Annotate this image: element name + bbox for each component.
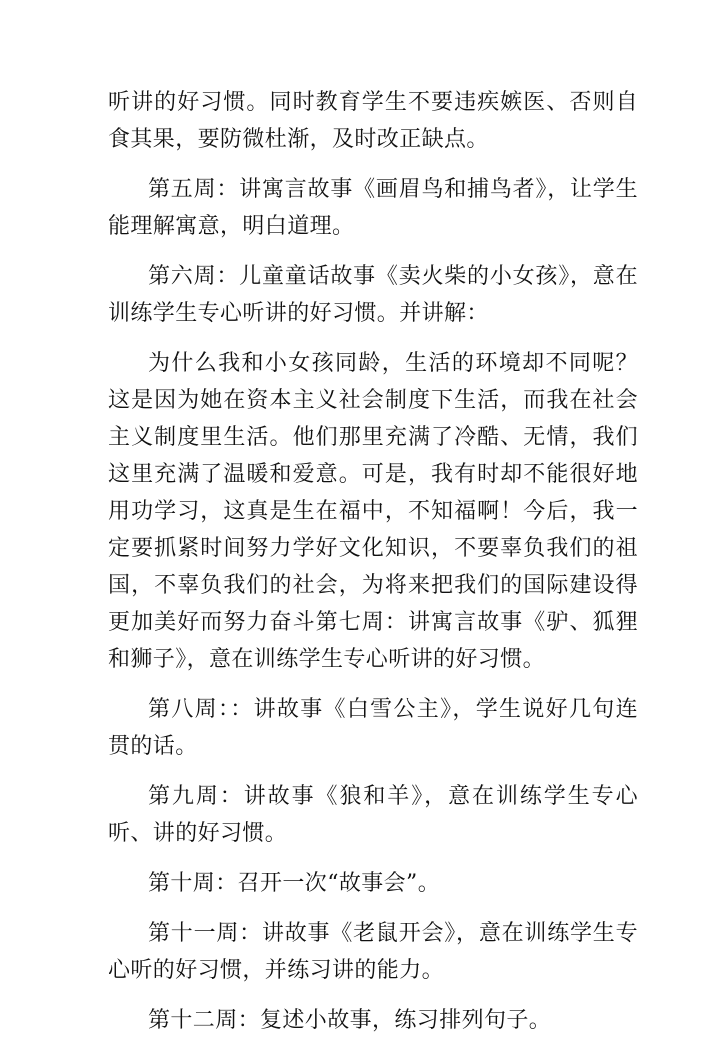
paragraph-week-8: 第八周：：讲故事《白雪公主》，学生说好几句连贯的话。 bbox=[108, 697, 638, 759]
paragraph-continuation: 听讲的好习惯。同时教育学生不要违疾嫉医、否则自食其果，要防微杜渐，及时改正缺点。 bbox=[108, 90, 638, 152]
paragraph-week-5: 第五周：讲寓言故事《画眉鸟和捕鸟者》，让学生能理解寓意，明白道理。 bbox=[108, 177, 638, 239]
paragraph-week-12: 第十二周：复述小故事，练习排列句子。 bbox=[148, 1008, 552, 1033]
paragraph-week-10: 第十周：召开一次“故事会”。 bbox=[148, 871, 441, 896]
document-body bbox=[108, 84, 638, 1052]
paragraph-week-11: 第十一周：讲故事《老鼠开会》，意在训练学生专心听的好习惯，并练习讲的能力。 bbox=[108, 921, 638, 983]
paragraph-explanation: 为什么我和小女孩同龄，生活的环境却不同呢？这是因为她在资本主义社会制度下生活，而我在社会主义制度里生活。他们那里充满了冷酷、无情，我们这里充满了温暖和爱意。可是，我有时却不能很好地用功学习，这真是生在福中，不知福啊！今后，我一定要抓紧时间努力学好文化知识，不要辜负我们的祖国，不辜负我们的社会，为将来把我们的国际建设得更加美好而努力奋斗第七周：讲寓言故事《驴、狐狸和狮子》，意在训练学生专心听讲的好习惯。 bbox=[108, 351, 638, 672]
paragraph-week-9: 第九周：讲故事《狼和羊》，意在训练学生专心听、讲的好习惯。 bbox=[108, 784, 638, 846]
paragraph-week-6: 第六周：儿童童话故事《卖火柴的小女孩》，意在训练学生专心听讲的好习惯。并讲解： bbox=[108, 264, 638, 326]
